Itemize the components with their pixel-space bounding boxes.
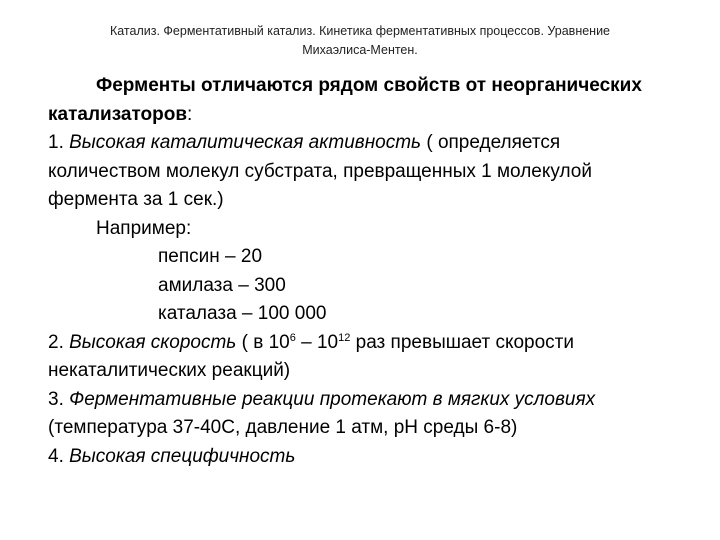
property-3-title: Ферментативные реакции протекают в мягких условиях	[69, 388, 596, 410]
example-item-pepsin: пепсин – 20	[158, 246, 263, 267]
intro-line-1: Ферменты отличаются рядом свойств от неорганических	[96, 75, 642, 96]
property-1-line-3: фермента за 1 сек.)	[48, 189, 224, 210]
intro-line-2	[48, 101, 698, 130]
example-item-catalase: каталаза – 100 000	[158, 303, 327, 324]
property-1-title: Высокая каталитическая активность	[69, 132, 422, 153]
slide-title	[40, 22, 680, 60]
property-3	[48, 386, 698, 415]
property-2-title: Высокая скорость	[69, 331, 237, 353]
property-2-pre: ( в 10	[236, 331, 290, 353]
property-1-number: 1.	[48, 132, 70, 153]
property-2-number: 2.	[48, 331, 70, 353]
property-4-title: Высокая специфичность	[69, 445, 296, 467]
property-2-mid: – 10	[295, 331, 339, 353]
intro-colon: :	[187, 103, 193, 125]
property-2	[48, 329, 698, 358]
exponent-12: 12	[338, 331, 351, 344]
exponent-6: 6	[289, 331, 296, 344]
property-4	[48, 443, 698, 472]
property-1-text: ( определяется	[421, 132, 561, 153]
property-2-line-2: некаталитических реакций)	[48, 360, 291, 381]
property-3-number: 3.	[48, 388, 70, 410]
property-1-line-2: количеством молекул субстрата, превращенных 1 молекулой	[48, 160, 592, 182]
property-3-line-2: (температура 37-40С, давление 1 атм, рН среды 6-8)	[48, 417, 518, 438]
slide-title-line-1: Катализ. Ферментативный катализ. Кинетика ферментативных процессов. Уравнение	[109, 24, 611, 38]
property-1	[48, 129, 698, 158]
property-2-post: раз превышает скорости	[350, 331, 574, 353]
property-4-number: 4.	[48, 445, 70, 467]
examples-label: Например:	[96, 217, 192, 239]
intro-emphasis: катализаторов	[48, 103, 188, 125]
slide-title-line-2: Михаэлиса-Ментен.	[302, 43, 418, 57]
example-item-amylase: амилаза – 300	[158, 274, 286, 296]
slide-body	[48, 72, 698, 471]
